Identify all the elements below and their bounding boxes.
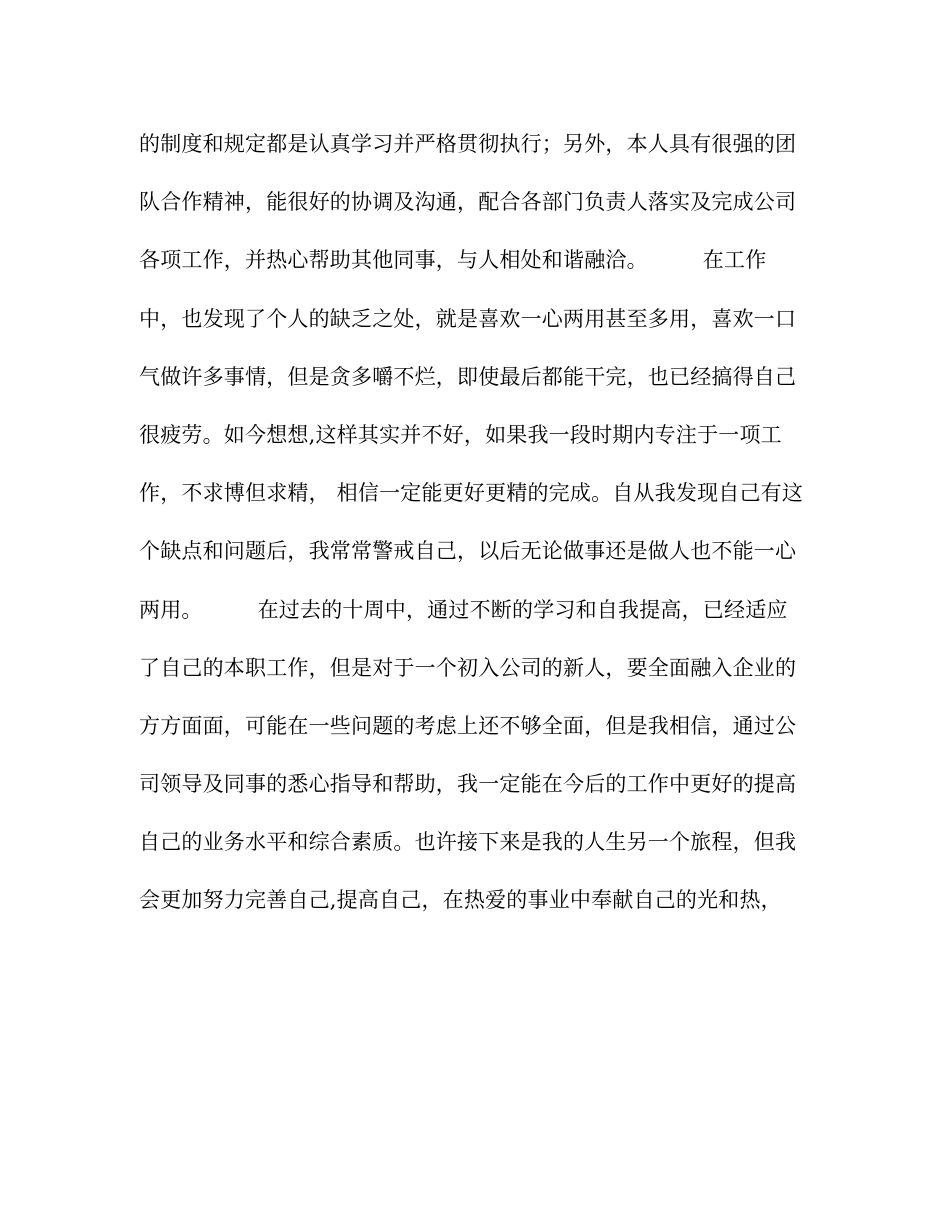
text-line-6: 很疲劳。如今想想,这样其实并不好，如果我一段时期内专注于一项工 <box>139 422 782 447</box>
body-text <box>139 120 819 935</box>
text-line-1: 的制度和规定都是认真学习并严格贯彻执行；另外，本人具有很强的团 <box>139 132 797 156</box>
text-line-11: 方方面面，可能在一些问题的考虑上还不够全面，但是我相信，通过公 <box>139 713 797 738</box>
text-line-2: 队合作精神，能很好的协调及沟通，配合各部门负责人落实及完成公司 <box>139 190 797 215</box>
text-line-8: 个缺点和问题后，我常常警戒自己，以后无论做事还是做人也不能一心 <box>139 539 797 564</box>
text-line-5: 气做许多事情，但是贪多嚼不烂，即使最后都能干完，也已经搞得自己 <box>139 364 797 389</box>
text-line-12: 司领导及同事的悉心指导和帮助，我一定能在今后的工作中更好的提高 <box>139 772 797 797</box>
text-line-10: 了自己的本职工作，但是对于一个初入公司的新人，要全面融入企业的 <box>139 655 797 680</box>
text-line-7: 作，不求博但求精， 相信一定能更好更精的完成。自从我发现自己有这 <box>139 481 804 506</box>
text-line-13: 自己的业务水平和综合素质。也许接下来是我的人生另一个旅程，但我 <box>139 830 797 855</box>
text-line-14: 会更加努力完善自己,提高自己，在热爱的事业中奉献自己的光和热， <box>139 888 782 913</box>
text-line-4: 中，也发现了个人的缺乏之处，就是喜欢一心两用甚至多用，喜欢一口 <box>139 306 797 331</box>
text-line-3: 各项工作，并热心帮助其他同事，与人相处和谐融洽。 在工作 <box>139 248 767 273</box>
text-line-9: 两用。 在过去的十周中，通过不断的学习和自我提高，已经适应 <box>139 597 788 622</box>
